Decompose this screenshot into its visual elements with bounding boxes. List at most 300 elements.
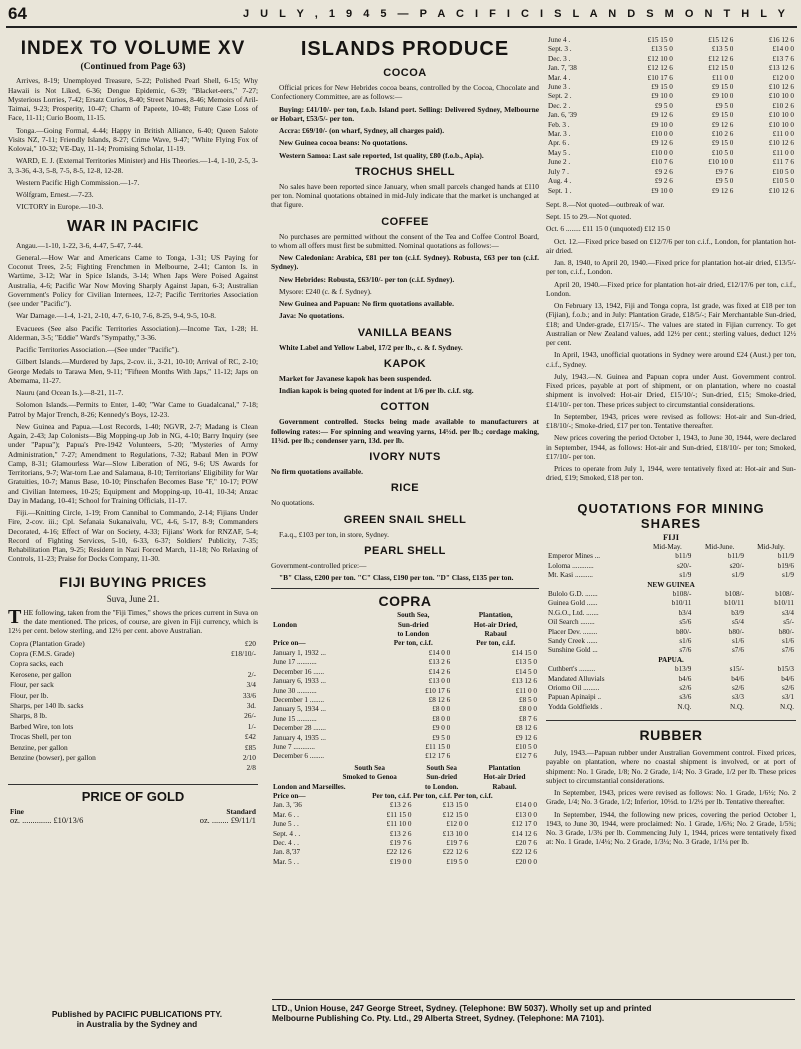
copra-col-head-2b: Hot-air Dried,	[473, 620, 518, 629]
copra2-row-cell: £14 12 6	[511, 829, 537, 838]
copra-continued-row-cell: May 5 .	[548, 148, 571, 157]
mining-ng-row-cell: s1/6	[782, 636, 794, 645]
mining-papua-row-cell: b4/6	[678, 674, 692, 683]
mining-ng-row-cell: s5/-	[783, 618, 794, 627]
copra-row-cell: £10 5 0	[515, 742, 537, 751]
mining-papua-row-cell: Oriomo Oil .........	[548, 684, 600, 692]
mining-ng-row-cell: b108/-	[775, 589, 794, 598]
copra-row	[271, 724, 539, 733]
copra-continued-row-cell: £11 0 0	[772, 148, 794, 157]
copra-continued-row-cell: £13 5 0	[711, 45, 734, 54]
copra-col-head-1: South Sea,	[397, 611, 430, 620]
war-entry: Pacific Territories Association.—(See under "Pacific").	[16, 345, 179, 354]
copra-continued-row-cell: June 4 .	[548, 36, 571, 44]
copra2-row	[271, 801, 539, 810]
copra-price-on: Price on—	[273, 639, 306, 648]
fiji-price-row-cell: £18/10/-	[230, 648, 256, 658]
copra2-row-cell: £12 17 0	[511, 820, 537, 829]
mining-papua-row-cell: b13/9	[674, 665, 692, 674]
ivory-text: No firm quotations available.	[271, 467, 363, 476]
copra2-rb: Rabaul.	[492, 782, 517, 791]
mining-ng-row-cell: Bulolo G.D. .......	[548, 589, 598, 598]
fiji-price-row	[8, 659, 258, 669]
fiji-prices-title: FIJI BUYING PRICES	[59, 573, 207, 590]
pearl-shell-heading: PEARL SHELL	[364, 544, 446, 557]
copra-continued-row-cell: Mar. 3 .	[548, 130, 571, 139]
mining-ng-row-cell: Sunshine Gold ...	[548, 646, 598, 655]
copra-continued-row-cell: £13 12 6	[768, 64, 794, 73]
cocoa-heading: COCOA	[383, 67, 427, 79]
copra2-marseilles: London and Marseilles.	[273, 782, 346, 791]
war-entry: Fiji.—Knitting Circle, 1-19; From Cannibal to Commando, 2-14; Fijians Under Fire, 2-cov. iii.; Cpl. Sefanaia Sukanaivalu, VC, 4-6, 5-17, 8-9; Commanders Decorated, 4-16; Effect of War on Society, 4-33; Fijians' Work for RNZAF, 5-4; Record of Fighting Services, 5-10, 6-33, 6-37; Soldiers' Publicity, 7-35; Rehabilitation Plan, 9-25; Resident in Nazi Forced March, 11-18; No Relaxing of Controls, 11-23; Praise for Docks Company, 11-30.	[8, 508, 258, 564]
copra-continued-row-cell: Feb. 3 .	[548, 120, 570, 129]
copra-continued-row	[546, 130, 796, 139]
war-entry: War Damage.—1-4, 1-21, 2-10, 4-7, 6-10, 7-6, 8-25, 9-4, 9-5, 10-8.	[16, 311, 216, 321]
copra-note-5: Jan. 8, 1940, to April 20, 1940.—Fixed price for plantation hot-air dried, £13/5/- per ton, c.i.f., London.	[546, 258, 796, 277]
mining-ng-row-cell: b10/11	[724, 599, 744, 608]
copra2-row-cell: £13 2 6	[389, 829, 412, 838]
mining-ng-row-cell: N.G.O., Ltd. .......	[548, 608, 599, 617]
copra-continued-row-cell: Aug. 4 .	[548, 177, 572, 186]
fiji-price-row	[8, 680, 258, 690]
mining-papua-row	[546, 703, 796, 712]
mining-papua-row-cell: Cuthbert's .........	[548, 665, 596, 674]
footer-left-line-1: Published by PACIFIC PUBLICATIONS PTY.	[51, 1009, 223, 1019]
war-entry: General.—How War and Americans Came to Tonga, 1-31; US Paying for Coconut Trees, 2-5; Fighting Frenchmen in Melbourne, 2-41; Canton Is. in Wartime, 3-12; War in Spice Islands, 3-14; When Japs Were Poised Against Australia, 4-6; Pacific War Now Moving Sharply Against Japan, 6-3; Australian Government's Policy for Civilian Internees, 12-7; Pacific Territories Association (see under "Pacific").	[8, 252, 258, 308]
mining-fiji-row	[546, 562, 796, 571]
fiji-prices-table	[8, 639, 258, 774]
copra2-row	[271, 858, 539, 867]
copra-continued-row-cell: £12 12 6	[708, 54, 734, 63]
copra-continued-row-cell: £12 0 0	[772, 73, 794, 82]
copra-continued-row-cell: June 2 .	[548, 158, 571, 167]
fiji-price-row-cell: £20	[244, 638, 256, 648]
kapok-text-2: Indian kapok is being quoted for indent at 1/6 per lb. c.i.f. stg.	[279, 386, 474, 395]
rubber-text-1: July, 1943.—Papuan rubber under Australian Government control. Fixed prices, payable on plantation, where no coastal shipment is involved, or at port of shipment: No. 1 Grade, 1/8; No. 2 Grade, 1/4; No. 3 Grade, 1/2 per lb. These prices subject to circumstantial considerations.	[546, 748, 796, 785]
copra-table-1	[271, 611, 539, 762]
copra-continued-row-cell: £11 7 6	[772, 158, 794, 167]
coffee-java: Java: No quotations.	[279, 311, 345, 321]
mining-papua-row-cell: N.Q.	[729, 702, 744, 711]
copra-note-2: Sept. 15 to 29.—Not quoted.	[546, 212, 632, 222]
cocoa-samoa: Western Samoa: Last sale reported, 1st quality, £80 (f.o.b., Apia).	[279, 150, 484, 160]
fiji-price-row-cell	[197, 659, 258, 669]
war-entry: Solomon Islands.—Permits to Enter, 1-40; "War Came to Guadalcanal," 7-18; Patrol by Major Trench, 8-26; Kennedy's Boys, 12-23.	[8, 400, 258, 419]
fiji-price-row	[8, 732, 258, 742]
copra-continued-row-cell: June 3 .	[548, 83, 571, 92]
copra2-row-cell: Jan. 3, '36	[273, 801, 302, 810]
mining-table	[546, 543, 796, 712]
index-paragraph: VICTORY in Europe.—10-3.	[16, 202, 104, 212]
mining-papua-row-cell: N.Q.	[677, 702, 692, 711]
fiji-price-row-cell: Sharps, 8 lb.	[10, 711, 47, 721]
copra-continued-row-cell: £9 12 6	[651, 111, 673, 120]
copra-continued-row	[546, 92, 796, 101]
copra-note-4: Oct. 12.—Fixed price based on £12/7/6 per ton c.i.f., London, for plantation hot-air dried.	[546, 236, 796, 255]
copra-continued-row-cell: £12 10 0	[647, 54, 673, 63]
mining-papua-row-cell: N.Q.	[780, 702, 794, 711]
mining-fiji-row	[546, 571, 796, 580]
fiji-price-row-cell: 3/4	[246, 680, 256, 690]
footer-right-line-2: Melbourne Publishing Co. Pty. Ltd., 29 Alberta Street, Sydney. (Telephone: MA 7101).	[272, 1013, 605, 1023]
rubber-text-3: In September, 1944, the following new prices, covering the period October 1, 1943, to June 30, 1944, were proclaimed: No. 1 Grade, 1/6¾; No. 2 Grade, 1/5¾; No. 3 Grade, 1/3¾ per lb. Commencing July 1, 1944, prices were tentatively fixed at: No. 1 Grade, 1/4¼; No. 2 Grade, 1/3¼; No. 3 Grade, 1/1¼ per lb.	[546, 809, 796, 847]
copra2-row-cell: £11 15 0	[386, 810, 412, 819]
mining-fiji-row-cell: s1/9	[731, 571, 744, 580]
rubber-text-2: In September, 1943, prices were revised as follows: No. 1 Grade, 1/6½; No. 2 Grade, 1/4; No. 3 Grade, 1/2; Inferior, 10½d. to 1/2½ per lb. Tentative thereafter.	[546, 788, 796, 807]
cocoa-text: Official prices for New Hebrides cocoa beans, controlled by the Cocoa, Chocolate and Confectionery Committee, are as follows:—	[271, 83, 539, 102]
copra-continued-row-cell: £13 7 6	[772, 54, 794, 63]
copra-row-cell: £12 7 6	[515, 752, 537, 761]
mining-ng-row	[546, 618, 796, 627]
fiji-price-row-cell: Kerosene, per gallon	[10, 669, 72, 679]
fiji-price-row-cell: Benzine, per gallon	[10, 742, 68, 752]
fiji-price-row-cell: Copra (F.M.S. Grade)	[10, 648, 75, 658]
copra-row-cell: £13 2 6	[428, 658, 451, 667]
copra-row-cell: £8 7 6	[519, 714, 537, 723]
copra-row	[271, 658, 539, 667]
coffee-heading: COFFEE	[381, 215, 429, 228]
copra-continued-row	[546, 177, 796, 186]
copra2-row-cell: Dec. 4 . .	[273, 839, 299, 847]
mining-ng-row-cell: b80/-	[676, 627, 692, 636]
index-paragraph: Wölfgram, Ernest.—7-23.	[16, 190, 94, 199]
fiji-price-row-cell: Barbed Wire, ton lots	[10, 721, 74, 731]
copra-continued-row-cell: Sept. 3 .	[548, 45, 572, 54]
copra-continued-row-cell: £10 2 6	[711, 130, 734, 139]
gold-title: PRICE OF GOLD	[81, 788, 185, 804]
copra-continued-row-cell: £10 10 0	[708, 158, 734, 167]
coffee-nh: New Hebrides: Robusta, £63/10/- per ton (c.i.f. Sydney).	[279, 274, 455, 284]
copra-row	[271, 743, 539, 752]
mining-papua-row-cell: b4/6	[781, 674, 794, 683]
copra-continued-row-cell: £10 12 6	[768, 139, 794, 148]
copra2-row-cell: £22 12 6	[386, 848, 412, 857]
copra-continued-row-cell: £10 2 6	[772, 101, 794, 110]
copra2-row-cell: Jan. 8,'37	[273, 848, 301, 857]
copra-continued-row-cell: Mar. 4 .	[548, 73, 571, 82]
copra-continued-row-cell: £9 10 0	[651, 92, 673, 101]
copra-row-cell: £14 0 0	[428, 648, 451, 657]
copra2-row	[271, 848, 539, 857]
copra-row	[271, 668, 539, 677]
mining-title: QUOTATIONS FOR MINING SHARES	[577, 500, 765, 531]
copra-row-cell: £9 12 6	[515, 733, 537, 742]
copra-continued-row	[546, 102, 796, 111]
war-entry: Gilbert Islands.—Murdered by Japs, 2-cov. ii., 3-21, 10-10; Arrival of RC, 2-10; George Medals to Tarawa Men, 9-11; "Fifteen Months With Japs," 11-12; Japs on Abemama, 11-27.	[8, 357, 258, 385]
coffee-nc: New Caledonian: Arabica, £81 per ton (c.i.f. Sydney). Robusta, £63 per ton (c.i.f. Sydney).	[271, 253, 539, 272]
copra-continued-row	[546, 149, 796, 158]
copra2-row-cell: £22 12 6	[442, 848, 468, 857]
mining-ng-row-cell: s5/6	[679, 618, 692, 627]
copra-row-cell: £13 12 6	[511, 677, 537, 686]
fiji-price-row	[8, 639, 258, 649]
rice-text: No quotations.	[271, 498, 315, 508]
copra-continued-row-cell: £12 12 6	[647, 64, 673, 73]
index-title: INDEX TO VOLUME XV	[20, 38, 246, 59]
column-left	[8, 36, 258, 991]
mining-ng-row	[546, 628, 796, 637]
mining-ng-row	[546, 599, 796, 608]
copra2-row-cell: £22 12 6	[511, 848, 537, 857]
copra-continued-row-cell: £9 7 6	[715, 167, 734, 176]
copra-continued-row-cell: £9 2 6	[654, 167, 673, 176]
copra-continued-row-cell: £10 10 0	[768, 120, 794, 129]
column-middle	[271, 36, 539, 991]
copra-note-3: Oct. 6 ........ £11 15 0 (unquoted) £12 15 0	[546, 224, 671, 234]
gold-standard-value: oz. ........ £9/11/1	[199, 816, 256, 826]
mining-papua-row-cell: s3/3	[731, 693, 744, 702]
copra-row-cell: June 30 ...........	[273, 686, 317, 695]
copra-continued-row-cell: £9 10 0	[651, 186, 673, 195]
copra-continued-row-cell: £10 10 0	[768, 111, 794, 120]
copra-row-cell: December 1 ........	[273, 695, 325, 704]
mining-ng-row	[546, 637, 796, 646]
fiji-price-row-cell: £85	[244, 742, 256, 752]
copra-row-cell: £14 15 0	[511, 648, 537, 657]
copra-continued-row-cell: £9 2 6	[654, 177, 673, 186]
copra2-row-cell: £14 0 0	[515, 801, 537, 810]
copra-continued-row-cell: Dec. 3 .	[548, 54, 571, 63]
copra-row-cell: £14 5 0	[515, 667, 537, 676]
fiji-price-row-cell: Copra sacks, each	[10, 659, 64, 669]
mining-fiji-row	[546, 552, 796, 561]
fiji-price-row-cell	[8, 763, 197, 773]
copra-row	[271, 687, 539, 696]
copra-continued-row-cell: July 7 .	[548, 167, 569, 176]
mining-fiji-row-cell: Mt. Kasi ..........	[548, 571, 593, 580]
green-snail-heading: GREEN SNAIL SHELL	[343, 513, 467, 526]
copra-row	[271, 752, 539, 761]
fiji-intro-text: HE following, taken from the "Fiji Times," shows the prices current in Suva on the date mentioned. The prices, of course, are given in Fiji currency, which is 12½ per cent. below sterling, and 12½ per cent. above Australian.	[8, 607, 258, 636]
copra-row	[271, 696, 539, 705]
copra2-sd: Sun-dried	[426, 773, 458, 782]
fiji-price-row	[8, 670, 258, 680]
copra-table-continued	[546, 36, 796, 196]
copra2-row	[271, 820, 539, 829]
mining-fiji-row-cell: s1/9	[679, 571, 692, 580]
copra2-row-cell: £11 10 0	[386, 820, 412, 829]
ivory-heading: IVORY NUTS	[369, 451, 441, 463]
fiji-price-row-cell: 2/-	[247, 669, 256, 679]
copra-row-cell: £11 0 0	[515, 686, 537, 695]
copra-continued-row-cell: £11 0 0	[772, 130, 794, 139]
copra2-row-cell: Mar. 6 . .	[273, 810, 299, 819]
copra-table-2-head	[271, 764, 539, 867]
copra-per-ton-1: Per ton, c.i.f.	[393, 639, 433, 648]
copra-continued-row	[546, 64, 796, 73]
copra2-ha: Hot-air Dried	[483, 773, 526, 782]
mining-fiji-heading: FIJI	[662, 531, 680, 542]
fiji-price-row-cell: Trocas Shell, per ton	[10, 732, 72, 742]
mining-fiji-row-cell: s20/-	[676, 561, 692, 570]
footer-right-line-1: LTD., Union House, 247 George Street, Sydney. (Telephone: BW 5037). Wholly set up and printed	[272, 1003, 652, 1013]
copra-continued-row	[546, 36, 796, 45]
copra2-row	[271, 811, 539, 820]
copra-row-cell: £10 17 6	[425, 686, 451, 695]
mining-ng-row-cell: b108/-	[672, 589, 692, 598]
copra-note-6: April 20, 1940.—Fixed price for plantation hot-air dried, £12/17/6 per ton, c.i.f., London.	[546, 279, 796, 298]
copra-continued-row-cell: £9 12 6	[711, 120, 734, 129]
vanilla-heading: VANILLA BEANS	[357, 326, 453, 339]
copra-col-head-1c: to London	[397, 630, 430, 639]
copra-continued-row-cell: £9 12 6	[711, 186, 734, 195]
copra2-price-on: Price on—	[273, 791, 306, 800]
copra-row-cell: June 7 ............	[273, 742, 315, 751]
pearl-shell-text-1: Government-controlled price:—	[271, 560, 367, 570]
copra-continued-row-cell: £10 12 6	[768, 83, 794, 92]
copra-row-cell: June 15 ...........	[273, 714, 317, 723]
copra-per-ton-2: Per ton, c.i.f.	[476, 639, 516, 648]
copra-row-cell: January 4, 1935 ...	[273, 733, 326, 742]
mining-papua-row-cell: Papuan Apinaipi ..	[548, 693, 602, 702]
index-paragraph: Arrives, 8-19; Unemployed Treasure, 5-22; Polished Pearl Shell, 6-15; Why Hawaii is Not Liked, 6-36; Dengue Epidemic, 6-39; "Blacket-eers," 7-27; Mysterious Lorries, 7-42; Ersatz Curios, 8-40; Street Names, 8-46; Memoirs of Aril-Taimai, 9-23; Prosperity, 10-47; Charm of Papeete, 10-48; Future Case Loss of Face, 11-11; Curio Boom, 11-15.	[8, 76, 258, 123]
coffee-mysore: Mysore: £240 (c. & f. Sydney).	[279, 286, 372, 296]
copra-continued-row-cell: £13 5 0	[651, 45, 673, 54]
mining-ng-row-cell: s7/6	[782, 646, 794, 655]
mining-ng-row-cell: b80/-	[728, 627, 744, 636]
mining-ng-row-cell: s1/6	[679, 636, 692, 645]
footer-left-line-2: in Australia by the Sydney and	[76, 1019, 198, 1029]
copra-continued-row-cell: £10 0 0	[651, 130, 673, 139]
copra-continued-row	[546, 158, 796, 167]
copra-continued-row	[546, 121, 796, 130]
copra-continued-row-cell: £10 17 6	[647, 73, 673, 82]
cotton-text: Government controlled. Stocks being made available to manufacturers at following rates:— For spinning and weaving yarns, 14½d. per lb.; cordage making, 11¾d. per lb.; condenser yarn, 13d. per lb.	[271, 417, 539, 445]
mining-fiji-row-cell: b11/9	[675, 552, 692, 561]
mining-papua-row-cell: Mandated Alluvials	[548, 674, 605, 683]
mining-papua-row	[546, 675, 796, 684]
gold-fine-label: Fine	[10, 806, 24, 816]
copra-row-cell: January 1, 1932 ...	[273, 648, 326, 657]
copra-col-head-1b: Sun-dried	[397, 620, 429, 629]
green-snail-text: F.a.q., £103 per ton, in store, Sydney.	[279, 529, 389, 539]
mining-papua-heading: PAPUA.	[658, 655, 684, 664]
produce-title: ISLANDS PRODUCE	[300, 38, 510, 60]
gold-price-box	[8, 784, 258, 826]
fiji-price-row	[8, 711, 258, 721]
fiji-price-row-cell: 1/-	[247, 721, 256, 731]
mining-papua-row-cell: s3/6	[679, 693, 692, 702]
copra2-row-cell: £20 7 6	[515, 839, 537, 847]
fiji-price-row	[8, 722, 258, 732]
copra-continued-row-cell: £10 5 0	[772, 167, 794, 176]
page-number: 64	[8, 4, 27, 23]
copra-continued-row-cell: £15 15 0	[647, 36, 673, 44]
mining-ng-row-cell: b10/11	[774, 599, 794, 608]
copra-row-cell: £13 0 0	[428, 677, 451, 686]
rubber-heading: RUBBER	[546, 720, 796, 743]
fiji-price-row	[8, 691, 258, 701]
copra-row	[271, 715, 539, 724]
copra-heading: COPRA	[378, 593, 432, 610]
fiji-price-row-cell: 2/10	[242, 752, 256, 762]
copra2-row-cell: £13 0 0	[515, 810, 537, 819]
continued-note: (Continued from Page 63)	[80, 62, 186, 72]
fiji-price-row-cell: 2/8	[246, 763, 256, 773]
fiji-prices-intro	[8, 605, 258, 636]
fiji-price-row	[8, 649, 258, 659]
copra-note-1: Sept. 8.—Not quoted—outbreak of war.	[546, 199, 665, 209]
war-section-title: WAR IN PACIFIC	[66, 217, 200, 235]
mining-ng-row-cell: b80/-	[778, 627, 794, 636]
kapok-text-1: Market for Javanese kapok has been suspended.	[279, 373, 432, 383]
copra-row-cell: £9 5 0	[432, 733, 451, 742]
copra-continued-row-cell: £9 15 0	[651, 83, 673, 92]
fiji-price-row	[8, 753, 258, 763]
copra-row-cell: December 28 .......	[273, 724, 326, 733]
copra-row-cell: January 5, 1934 ...	[273, 705, 326, 714]
mining-ng-row	[546, 646, 796, 655]
copra-continued-row-cell: Jan. 7, '38	[548, 64, 577, 73]
copra2-row-cell: £19 7 6	[389, 839, 412, 847]
mining-fiji-row-cell: s1/9	[782, 571, 794, 580]
mining-ng-row-cell: b3/9	[731, 608, 744, 617]
copra-continued-row-cell: £16 12 6	[768, 36, 794, 44]
copra-row-cell: £14 2 6	[428, 667, 451, 676]
mining-papua-row	[546, 693, 796, 702]
mining-fiji-row-cell: b19/6	[777, 561, 794, 570]
cocoa-ng: New Guinea cocoa beans: No quotations.	[279, 138, 408, 148]
fiji-prices-dateline: Suva, June 21.	[106, 593, 160, 604]
copra-continued-row-cell: £10 5 0	[711, 148, 734, 157]
mining-fiji-row-cell: Emperor Mines ...	[548, 552, 601, 561]
fiji-price-row	[8, 743, 258, 753]
cocoa-accra: Accra: £69/10/- (on wharf, Sydney, all charges paid).	[279, 126, 445, 135]
copra-continued-row-cell: £9 15 0	[711, 139, 734, 148]
copra-row-cell: £9 0 0	[432, 724, 451, 733]
copra2-ss: South Sea	[354, 763, 385, 772]
footer-right	[272, 999, 795, 1023]
trochus-heading: TROCHUS SHELL	[355, 165, 455, 178]
mining-ng-row-cell: s7/6	[731, 646, 744, 655]
copra-continued-row	[546, 187, 796, 196]
copra2-ss2: South Sea	[426, 763, 457, 772]
copra-continued-row-cell: Sept. 1 .	[548, 186, 572, 195]
mining-ng-row-cell: b108/-	[725, 589, 744, 598]
mining-ng-row-cell: b3/4	[678, 608, 692, 617]
copra-row-cell: £8 12 6	[515, 724, 537, 733]
mining-ng-row-cell: s1/6	[731, 636, 744, 645]
running-head: J U L Y , 1 9 4 5 — P A C I F I C I S L A N D S M O N T H L Y	[243, 8, 789, 20]
coffee-text: No purchases are permitted without the consent of the Tea and Coffee Control Board, to whom all offers must first be submitted. Nominal quotations as follows:—	[271, 231, 539, 250]
copra-continued-row-cell: £10 10 0	[768, 92, 794, 101]
copra-row	[271, 677, 539, 686]
mining-ng-row-cell: Guinea Gold ......	[548, 599, 598, 608]
fiji-price-row-cell: 33/6	[242, 690, 256, 700]
copra-row	[271, 649, 539, 658]
war-entry: New Guinea and Papua.—Lost Records, 1-40; NGVR, 2-7; Madang is Clean Again, 2-43; Jap Colonists—Big Mopping-up Job in NG, 4-10; Barry Inquiry (see under "Papua"); Papua's Pre-1942 Volunteers, 5-20; "Mysteries of Army Administration," 7-27; Amendment to Regulations, 7-32; Rabaul Men in POW Camp, 8-31; Glamourless War—Slow Liberation of NG, 9-6; US Awards for Territorians, 9-7; War-torn Lae and Salamaua, 8-10; Territorians' Eligibility for War Gratuities, 10-7; Manus Base, 10-10; Pinschafen Becomes Base "F," 10-17; POW and Civilian Internees, 10-25; Equipment and Mopping-up, 10-41, 10-34; Anzac Day in Madang, 10-41; School for Training Officials, 11-17.	[8, 421, 258, 505]
gold-standard-label: Standard	[226, 806, 256, 816]
copra-col-head-2: Plantation,	[478, 611, 513, 620]
copra-row	[271, 705, 539, 714]
fiji-price-row-cell: £42	[244, 732, 256, 742]
copra2-row	[271, 830, 539, 839]
rice-heading: RICE	[390, 482, 420, 495]
fiji-price-row	[8, 701, 258, 711]
copra-note-10: In September, 1943, prices were revised as follows: Hot-air and Sun-dried, £18/10/-; Smoke-dried, £17 per ton. Tentative thereafter.	[546, 411, 796, 431]
mining-papua-row	[546, 684, 796, 693]
mining-fiji-row-cell: Loloma ............	[548, 561, 594, 570]
mining-col-june: Mid-June.	[704, 542, 735, 551]
copra-row-cell: December 16 ......	[273, 667, 325, 676]
trochus-text: No sales have been reported since January, when small parcels changed hands at £110 per ton. Nominal quotations obtained in mid-July indicate that the market is unchanged at that figure.	[271, 181, 539, 210]
fiji-price-row	[8, 763, 258, 773]
mining-fiji-row-cell: b11/9	[777, 552, 794, 561]
fiji-price-row-cell: Flour, per lb.	[10, 690, 49, 700]
copra-continued-row-cell: £10 0 0	[651, 148, 673, 157]
copra-row-cell: December 6 ........	[273, 752, 325, 761]
copra-continued-row	[546, 111, 796, 120]
